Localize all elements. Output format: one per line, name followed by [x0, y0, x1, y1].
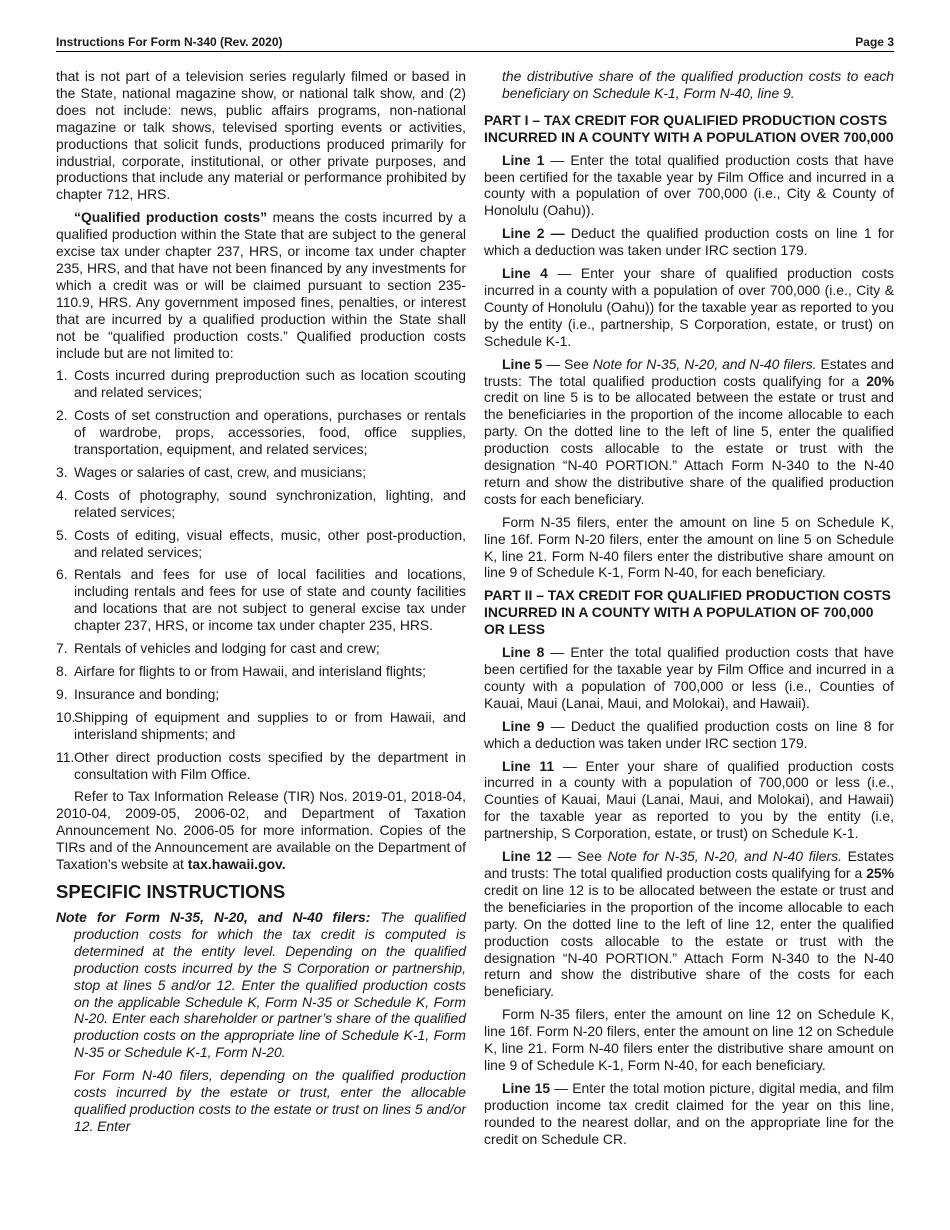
part1-heading: PART I – TAX CREDIT FOR QUALIFIED PRODUCTION COSTS INCURRED IN A COUNTY WITH A POPULATION OVER 700,000	[484, 111, 894, 145]
page-number: Page 3	[855, 35, 894, 49]
note-continuation: the distributive share of the qualified production costs to each beneficiary on Schedule K-1, Form N-40, line 9.	[502, 68, 894, 101]
list-item: 4. Costs of photography, sound synchronization, lighting, and related services;	[56, 486, 466, 520]
qpc-text: means the costs incurred by a qualified production within the State that are subject to the general excise tax under chapter 237, HRS, or income tax under chapter 235, HRS, and that have not been financed by any investments for which a credit was or will be claimed pursuant to section 235-110.9, HRS. Any government imposed fines, penalties, or interest that are incurred by a qualified production within the State shall not be “qualified production costs.” Qualified production costs include but are not limited to:	[56, 209, 466, 361]
intro-paragraph: that is not part of a television series regularly filmed or based in the State, national magazine show, or national talk show, and (2) does not include: news, public affairs programs, non-national magazine or talk shows, televised sporting events or activities, productions that solicit funds, productions produced primarily for industrial, corporate, institutional, or other private purposes, and productions that include any material or performance prohibited by chapter 712, HRS.	[56, 68, 466, 203]
list-item: 2. Costs of set construction and operations, purchases or rentals of wardrobe, props, accessories, food, office supplies, transportation, equipment, and related services;	[56, 407, 466, 458]
website-link[interactable]: tax.hawaii.gov.	[187, 856, 286, 873]
line5-filers: Form N-35 filers, enter the amount on line 5 on Schedule K, line 16f. Form N-20 filers, enter the amount on line 5 on Schedule K, line 21. Form N-40 filers enter the distributive share amount on line 9 of Schedule K-1, Form N-40, for each beneficiary.	[484, 513, 894, 581]
left-column	[56, 68, 466, 1141]
line2-instruction: Line 2 — Deduct the qualified production costs on line 1 for which a deduction was taken under IRC section 179.	[484, 225, 894, 259]
list-item: 11. Other direct production costs specified by the department in consultation with Film Office.	[56, 748, 466, 782]
qpc-list	[56, 367, 466, 782]
line1-instruction: Line 1 — Enter the total qualified production costs that have been certified for the taxable year by Film Office and incurred in a county with a population of over 700,000 (i.e., City & County of Honolulu (Oahu)).	[484, 151, 894, 219]
line12-filers: Form N-35 filers, enter the amount on line 12 on Schedule K, line 16f. Form N-20 filers, enter the amount on line 12 on Schedule K, line 21. Form N-40 filers enter the distributive share amount on line 9 of Schedule K-1, Form N-40, for each beneficiary.	[484, 1006, 895, 1073]
page-header	[56, 34, 894, 52]
line5-instruction: Line 5 — See Note for N-35, N-20, and N-40 filers. Estates and trusts: The total qualified production costs qualifying for a 20% credit on line 5 is to be allocated between the estate or trust and the beneficiaries in the proportion of the income allocable to each party. On the dotted line to the left of line 5, enter the qualified production costs allocable to the estate or trust with the designation “N-40 PORTION.” Attach Form N-340 to the N-40 return and show the distributive share of the qualified production costs for each beneficiary.	[484, 355, 894, 507]
list-item: 5. Costs of editing, visual effects, music, other post-production, and related services;	[56, 526, 466, 560]
line15-instruction: Line 15 — Enter the total motion picture, digital media, and film production income tax credit claimed for the year on this line, rounded to the nearest dollar, and on the appropriate line for the credit on Schedule CR.	[484, 1079, 894, 1147]
part2-heading: PART II – TAX CREDIT FOR QUALIFIED PRODUCTION COSTS INCURRED IN A COUNTY WITH A POPULATION OF 700,000 OR LESS	[484, 587, 891, 638]
line9-instruction: Line 9 — Deduct the qualified production costs on line 8 for which a deduction was taken under IRC section 179.	[484, 717, 894, 751]
specific-instructions-heading: SPECIFIC INSTRUCTIONS	[56, 880, 286, 902]
line4-instruction: Line 4 — Enter your share of qualified production costs incurred in a county with a population of over 700,000 (i.e., City & County of Honolulu (Oahu)) for the taxable year as reported to you by the entity (i.e., partnership, S Corporation, estate, or trust) on Schedule K-1.	[484, 265, 895, 349]
list-item: 1. Costs incurred during preproduction such as location scouting and related services;	[56, 367, 466, 401]
note-n40-paragraph: For Form N-40 filers, depending on the qualified production costs incurred by the estate or trust, enter the allocable qualified production costs to the estate or trust on lines 5 and/or 12. Enter	[74, 1067, 466, 1134]
qpc-definition	[56, 209, 466, 361]
list-item: 9. Insurance and bonding;	[56, 685, 220, 702]
list-item: 6. Rentals and fees for use of local facilities and locations, including rentals and fees for use of state and county facilities and locations that are not subject to general excise tax under chapter 237, HRS, or income tax under chapter 235, HRS.	[56, 566, 466, 634]
line12-instruction: Line 12 — See Note for N-35, N-20, and N-40 filers. Estates and trusts: The total qualified production costs qualifying for a 25% credit on line 12 is to be allocated between the estate or trust and the beneficiaries in the proportion of the income allocable to each party. On the dotted line to the left of line 12, enter the qualified production costs allocable to the estate or trust with the designation “N-40 PORTION.” Attach Form N-340 to the N-40 return and show the distributive share of the costs for each beneficiary.	[484, 848, 894, 1000]
list-item: 8. Airfare for flights to or from Hawaii, and interisland flights;	[56, 663, 427, 679]
note-paragraph: Note for Form N-35, N-20, and N-40 filers: The qualified production costs for which the tax credit is computed is determined at the entity level. Depending on the qualified production costs incurred by the S Corporation or partnership, stop at lines 5 and/or 12. Enter the qualified production costs on the applicable Schedule K, Form N-35 or Schedule K, Form N-20. Enter each shareholder or partner’s share of the qualified production costs on the appropriate line of Schedule K-1, Form N-35 or Schedule K-1, Form N-20.	[56, 908, 466, 1061]
line8-instruction: Line 8 — Enter the total qualified production costs that have been certified for the taxable year by Film Office and incurred in a county with a population of 700,000 or less (i.e., Counties of Kauai, Maui (Lanai, Maui, and Molokai), and Hawaii).	[484, 644, 894, 711]
list-item: 3. Wages or salaries of cast, crew, and musicians;	[56, 463, 367, 480]
form-title: Instructions For Form N-340 (Rev. 2020)	[56, 35, 283, 49]
line11-instruction: Line 11 — Enter your share of qualified production costs incurred in a county with a population of 700,000 or less (i.e., Counties of Kauai, Maui (Lanai, Maui, and Molokai), and Hawaii) for the taxable year as reported to you by the entity (i.e, partnership, S Corporation, estate, or trust) on Schedule K-1.	[484, 757, 894, 842]
right-column	[484, 68, 894, 1153]
qpc-term: “Qualified production costs”	[74, 209, 268, 226]
list-item: 10. Shipping of equipment and supplies to or from Hawaii, and interisland shipments; and	[56, 708, 466, 742]
list-item: 7. Rentals of vehicles and lodging for cast and crew;	[56, 640, 380, 657]
refer-paragraph: Refer to Tax Information Release (TIR) Nos. 2019-01, 2018-04, 2010-04, 2009-05, 2006-02, and Department of Taxation Announcement No. 2006-05 for more information. Copies of the TIRs and of the Announcement are available on the Department of Taxation’s website at tax.hawaii.gov.	[56, 788, 466, 873]
note-label: Note for Form N-35, N-20, and N-40 filers:	[56, 908, 371, 925]
